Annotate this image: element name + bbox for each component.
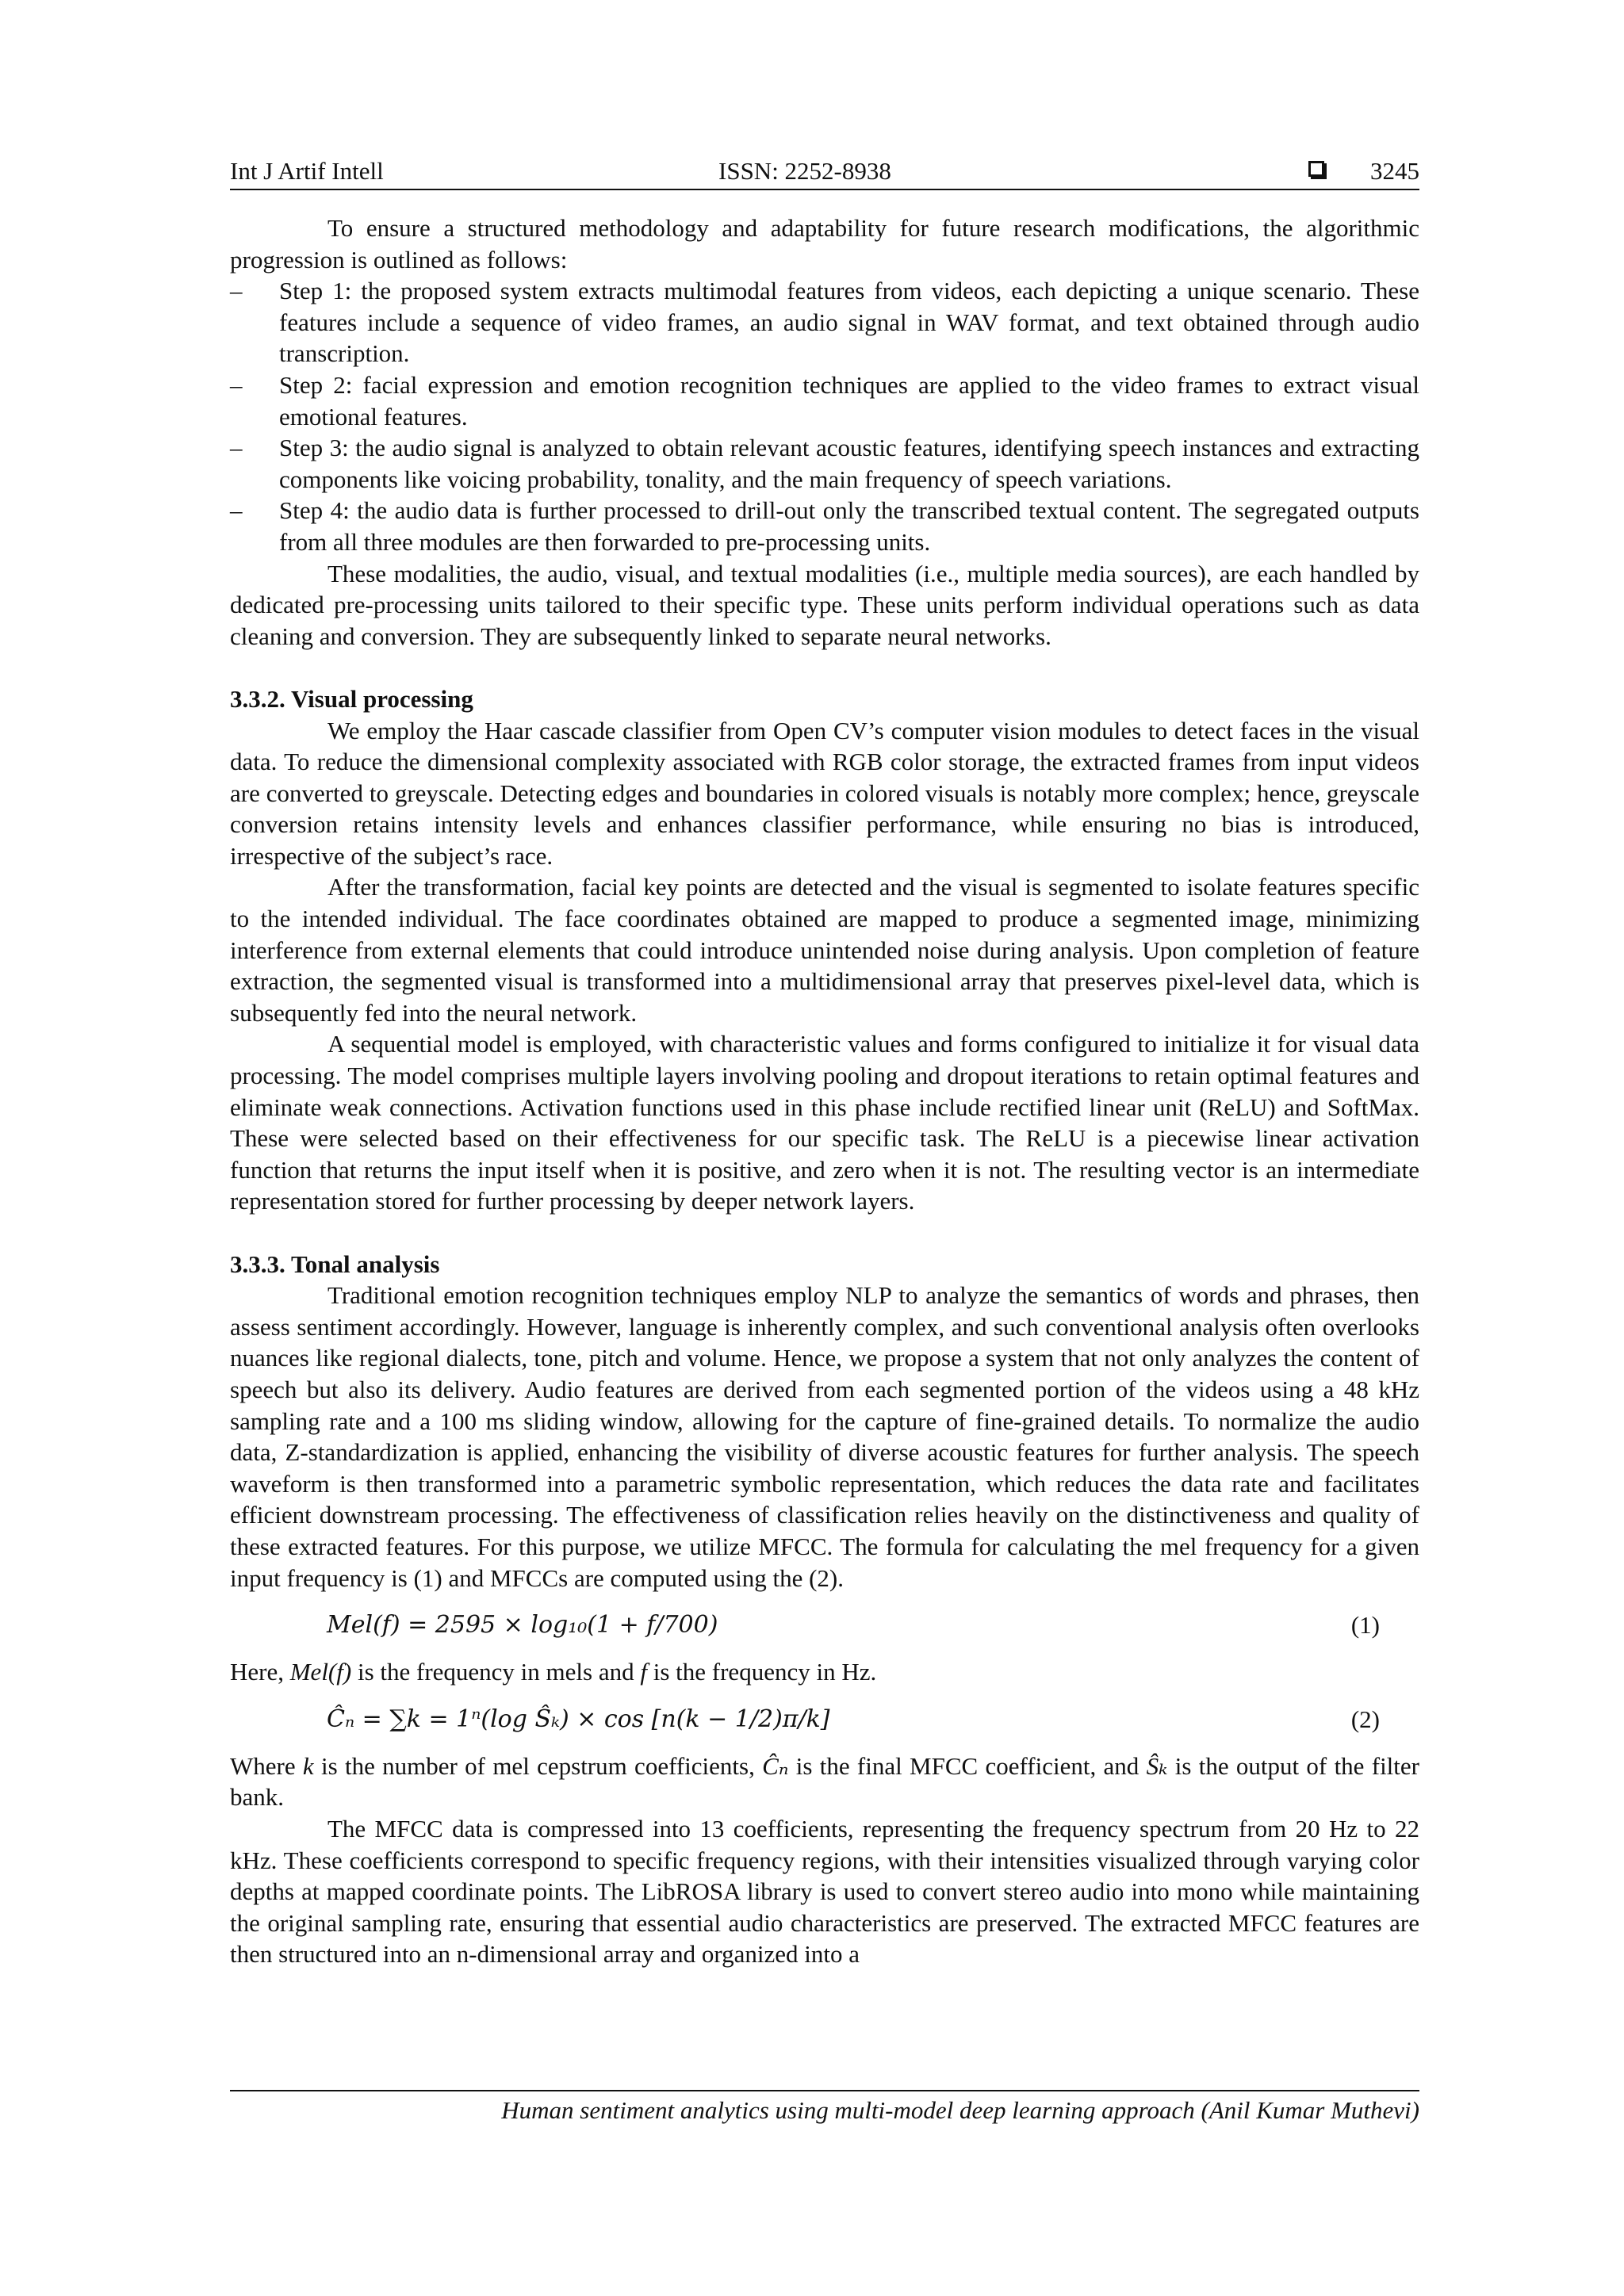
note-symbol: Ĉₙ <box>762 1751 789 1780</box>
step-text: Step 4: the audio data is further processed to drill-out only the transcribed textual content. The segregated outputs from all three modules are then forwarded to pre-processing units. <box>279 496 1419 556</box>
dash-bullet: – <box>230 370 243 399</box>
equation-1-number: (1) <box>1350 1611 1380 1640</box>
note-text: is the frequency in Hz. <box>646 1658 877 1686</box>
issn: ISSN: 2252-8938 <box>718 157 891 185</box>
journal-name: Int J Artif Intell <box>230 157 384 185</box>
modalities-paragraph: These modalities, the audio, visual, and textual modalities (i.e., multiple media sources), are each handled by dedicated pre-processing units tailored to their specific type. These units perform individual operations such as data cleaning and conversion. They are subsequently linked to separate neural networks. <box>230 559 1419 650</box>
note-symbol: k <box>302 1751 314 1780</box>
note-text: is the output of the filter bank. <box>230 1751 1419 1812</box>
intro-paragraph: To ensure a structured methodology and adaptability for future research modifications, the algorithmic progression is outlined as follows: <box>230 214 1419 274</box>
note-text: is the final MFCC coefficient, and <box>788 1751 1147 1780</box>
list-item <box>230 432 1419 495</box>
note-text: is the frequency in mels and <box>351 1658 641 1686</box>
page-number: 3245 <box>1370 157 1419 185</box>
tonal-paragraph-1: Traditional emotion recognition techniques employ NLP to analyze the semantics of words and phrases, then assess sentiment accordingly. However, language is inherently complex, and such conventional analysis often overlooks nuances like regional dialects, tone, pitch and volume. Hence, we propose a system that not only analyzes the content of speech but also its delivery. Audio features are derived from each segmented portion of the videos using a 48 kHz sampling rate and a 100 ms sliding window, allowing for the capture of fine-grained details. To normalize the audio data, Z-standardization is applied, enhancing the visibility of diverse acoustic features for further analysis. The speech waveform is then transformed into a parametric symbolic representation, which reduces the data rate and facilitates efficient downstream processing. The effectiveness of classification relies heavily on the distinctiveness and quality of these extracted features. For this purpose, we utilize MFCC. The formula for calculating the mel frequency for a given input frequency is (1) and MFCCs are computed using the (2). <box>230 1281 1419 1592</box>
footer-rule <box>230 2090 1419 2091</box>
visual-paragraph-2: After the transformation, facial key points are detected and the visual is segmented to isolate features specific to the intended individual. The face coordinates obtained are mapped to produce a segmented image, minimizing interference from external elements that could introduce unintended noise during analysis. Upon completion of feature extraction, the segmented visual is transformed into a multidimensional array that preserves pixel-level data, which is subsequently fed into the neural network. <box>230 873 1419 1027</box>
header-rule <box>230 189 1419 190</box>
running-footer: Human sentiment analytics using multi-model deep learning approach (Anil Kumar Muthevi) <box>501 2096 1419 2124</box>
visual-paragraph-3: A sequential model is employed, with characteristic values and forms configured to initialize it for visual data processing. The model comprises multiple layers involving pooling and dropout iterations to retain optimal features and eliminate weak connections. Activation functions used in this phase include rectified linear unit (ReLU) and SoftMax. These were selected based on their effectiveness for our specific task. The ReLU is a piecewise linear activation function that returns the input itself when it is positive, and zero when it is not. The resulting vector is an intermediate representation stored for further processing by deeper network layers. <box>230 1030 1419 1215</box>
list-item <box>230 275 1419 369</box>
section-heading-visual: 3.3.2. Visual processing <box>230 684 473 713</box>
step-list <box>230 275 1419 557</box>
step-text: Step 2: facial expression and emotion recognition techniques are applied to the video frames to extract visual emotional features. <box>279 370 1419 430</box>
note-symbol: f <box>640 1658 647 1686</box>
section-heading-tonal: 3.3.3. Tonal analysis <box>230 1249 440 1278</box>
equation-2-note <box>230 1751 1419 1813</box>
dash-bullet: – <box>230 277 243 305</box>
running-header <box>230 154 1419 189</box>
equation-2-expression: Ĉₙ = ∑k = 1ⁿ(log Ŝₖ) × cos [n(k − 1/2)π/k] <box>327 1705 830 1733</box>
list-item <box>230 369 1419 432</box>
note-symbol: Mel(f) <box>289 1658 352 1686</box>
equation-2 <box>230 1688 1419 1751</box>
equation-2-number: (2) <box>1350 1705 1380 1733</box>
tonal-paragraph-2: The MFCC data is compressed into 13 coefficients, representing the frequency spectrum from 20 Hz to 22 kHz. These coefficients correspond to specific frequency regions, with their intensities visualized through varying color depths at mapped coordinate points. The LibROSA library is used to convert stereo audio into mono while maintaining the original sampling rate, ensuring that essential audio characteristics are preserved. The extracted MFCC features are then structured into an n-dimensional array and organized into a <box>230 1814 1419 1969</box>
note-text: is the number of mel cepstrum coefficients, <box>313 1751 763 1780</box>
equation-1-expression: Mel(f) = 2595 × log₁₀(1 + f/700) <box>327 1611 718 1640</box>
step-text: Step 1: the proposed system extracts multimodal features from videos, each depicting a unique scenario. These features include a sequence of video frames, an audio signal in WAV format, and text obtained through audio transcription. <box>279 277 1419 368</box>
note-text: Where <box>230 1751 303 1780</box>
equation-1-note <box>230 1656 1419 1688</box>
main-text <box>230 212 1419 1970</box>
dash-bullet: – <box>230 434 243 462</box>
equation-1 <box>230 1594 1419 1656</box>
note-symbol: Ŝₖ <box>1146 1751 1168 1780</box>
visual-paragraph-1: We employ the Haar cascade classifier from Open CV’s computer vision modules to detect faces in the visual data. To reduce the dimensional complexity associated with RGB color storage, the extracted frames from input videos are converted to greyscale. Detecting edges and boundaries in colored visuals is notably more complex; hence, greyscale conversion retains intensity levels and enhances classifier performance, while ensuring no bias is introduced, irrespective of the subject’s race. <box>230 716 1419 870</box>
square-bullet-icon <box>1308 161 1324 177</box>
dash-bullet: – <box>230 496 243 525</box>
list-item <box>230 495 1419 557</box>
note-text: Here, <box>230 1658 290 1686</box>
step-text: Step 3: the audio signal is analyzed to obtain relevant acoustic features, identifying speech instances and extracting components like voicing probability, tonality, and the main frequency of speech variations. <box>279 434 1419 493</box>
